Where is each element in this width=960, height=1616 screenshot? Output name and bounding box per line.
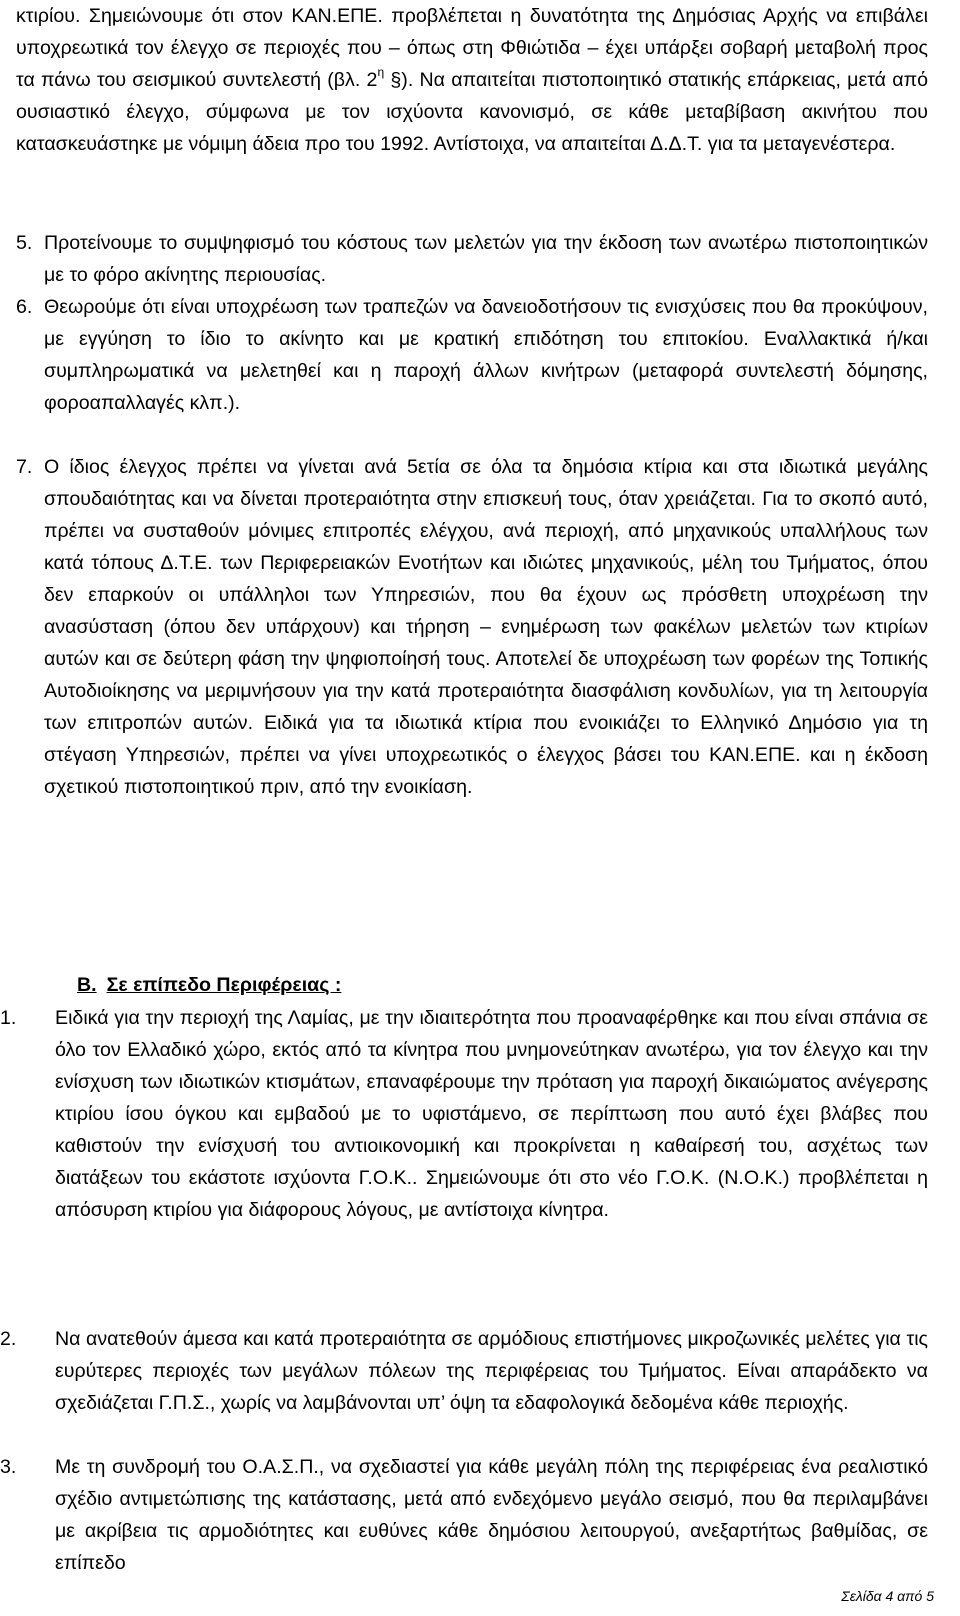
list-item-5: Προτείνουμε το συμψηφισμό του κόστους των μελετών για την έκδοση των ανωτέρω πιστοποιητικών με το φόρο ακίνητης περιουσίας. [44, 232, 928, 286]
section-letter: Β. [77, 974, 97, 996]
list-item-number: 7. [16, 456, 33, 478]
section-b-heading [77, 969, 351, 1001]
intro-text-part1: κτιρίου. Σημειώνουμε ότι στον ΚΑΝ.ΕΠΕ. προβλέπεται η δυνατότητα της Δημόσιας Αρχής να επιβάλει υποχρεωτικά τον έλεγχο σε περιοχές που – όπως στη Φθιώτιδα – έχει υπάρξει σοβαρή μεταβολή προς τα πάνω του σεισμικού συντελεστή (βλ. 2 [16, 5, 928, 91]
intro-text-part2: §). Να απαιτείται πιστοποιητικό στατικής επάρκειας, μετά από ουσιαστικό έλεγχο, σύμφωνα με τον ισχύοντα κανονισμό, σε κάθε μεταβίβαση ακινήτου που κατασκευάστηκε με νόμιμη άδεια προ του 1992. Αντίστοιχα, να απαιτείται Δ.Δ.Τ. για τα μεταγενέστερα. [16, 69, 928, 155]
page-number-footer: Σελίδα 4 από 5 [841, 1588, 934, 1604]
list-item-number: 5. [16, 232, 33, 254]
list-item-b2: Να ανατεθούν άμεσα και κατά προτεραιότητα σε αρμόδιους επιστήμονες μικροζωνικές μελέτες για τις ευρύτερες περιοχές των μεγάλων πόλεων της περιφέρειας του Τμήματος. Είναι απαράδεκτο να σχεδιάζεται Γ.Π.Σ., χωρίς να λαμβάνονται υπ’ όψη τα εδαφολογικά δεδομένα κάθε περιοχής. [55, 1328, 928, 1414]
list-item-number: 2. [0, 1328, 17, 1350]
paragraph-intro [16, 0, 928, 160]
list-item-number: 6. [16, 296, 33, 318]
list-item-7: Ο ίδιος έλεγχος πρέπει να γίνεται ανά 5ετία σε όλα τα δημόσια κτίρια και στα ιδιωτικά μεγάλης σπουδαιότητας και να δίνεται προτεραιότητα στην επισκευή τους, όταν χρειάζεται. Για το σκοπό αυτό, πρέπει να συσταθούν μόνιμες επιτροπές ελέγχου, ανά περιοχή, από μηχανικούς υπαλλήλους των κατά τόπους Δ.Τ.Ε. των Περιφερειακών Ενοτήτων και ιδιώτες μηχανικούς, μέλη του Τμήματος, όπου δεν επαρκούν οι υπάλληλοι των Υπηρεσιών, που θα έχουν ως πρόσθετη υποχρέωση την ανασύσταση (όπου δεν υπάρχουν) και τήρηση – ενημέρωση των φακέλων μελετών των κτιρίων αυτών και σε δεύτερη φάση την ψηφιοποίησή τους. Αποτελεί δε υποχρέωση των φορέων της Τοπικής Αυτοδιοίκησης να μεριμνήσουν για την κατά προτεραιότητα διασφάλιση κονδυλίων, για τη λειτουργία των επιτροπών αυτών. Ειδικά για τα ιδιωτικά κτίρια που ενοικιάζει το Ελληνικό Δημόσιο για τη στέγαση Υπηρεσιών, πρέπει να γίνει υποχρεωτικός ο έλεγχος βάσει του ΚΑΝ.ΕΠΕ. και η έκδοση σχετικού πιστοποιητικού πριν, από την ενοικίαση. [44, 456, 928, 798]
list-item-b1: Ειδικά για την περιοχή της Λαμίας, με την ιδιαιτερότητα που προαναφέρθηκε και που είναι σπάνια σε όλο τον Ελλαδικό χώρο, εκτός από τα κίνητρα που μνημονεύτηκαν ανωτέρω, για τον έλεγχο και την ενίσχυση των ιδιωτικών κτισμάτων, επαναφέρουμε την πρόταση για παροχή δικαιώματος ανέγερσης κτιρίου ίσου όγκου και εμβαδού με το υφιστάμενο, σε περίπτωση που αυτό έχει βλάβες που καθιστούν την ενίσχυσή του αντιοικονομική και προκρίνεται η καθαίρεσή του, ασχέτως των διατάξεων του εκάστοτε ισχύοντα Γ.Ο.Κ.. Σημειώνουμε ότι στο νέο Γ.Ο.Κ. (Ν.Ο.Κ.) προβλέπεται η απόσυρση κτιρίου για διάφορους λόγους, με αντίστοιχα κίνητρα. [55, 1007, 928, 1221]
list-item-b3: Με τη συνδρομή του Ο.Α.Σ.Π., να σχεδιαστεί για κάθε μεγάλη πόλη της περιφέρειας ένα ρεαλιστικό σχέδιο αντιμετώπισης της κατάστασης, μετά από ενδεχόμενο μεγάλο σεισμό, που θα περιλαμβάνει με ακρίβεια τις αρμοδιότητες και ευθύνες κάθε δημόσιου λειτουργού, ανεξαρτήτως βαθμίδας, σε επίπεδο [55, 1456, 928, 1574]
list-item-number: 3. [0, 1456, 17, 1478]
list-item-6: Θεωρούμε ότι είναι υποχρέωση των τραπεζών να δανειοδοτήσουν τις ενισχύσεις που θα προκύψουν, με εγγύηση το ίδιο το ακίνητο και με κρατική επιδότηση του επιτοκίου. Εναλλακτικά ή/και συμπληρωματικά να μελετηθεί και η παροχή άλλων κινήτρων (μεταφορά συντελεστή δόμησης, φοροαπαλλαγές κλπ.). [44, 296, 928, 414]
list-item-number: 1. [0, 1007, 17, 1029]
section-title: Σε επίπεδο Περιφέρειας : [106, 974, 342, 996]
ordinal-superscript: η [377, 65, 385, 80]
